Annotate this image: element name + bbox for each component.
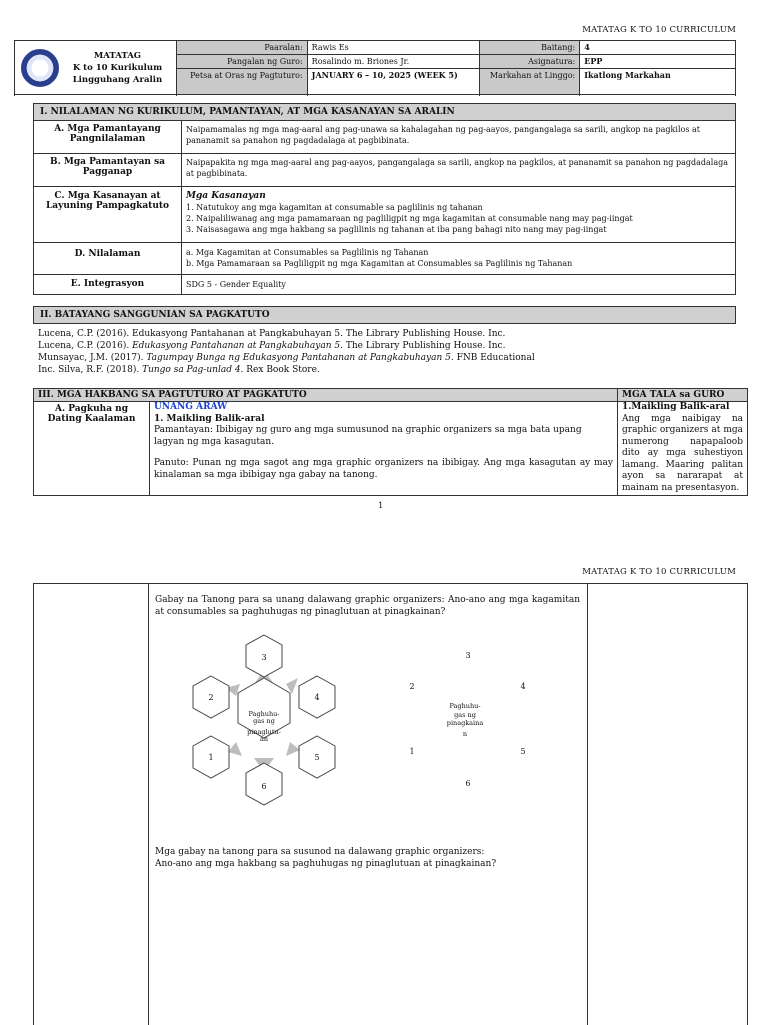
notes-title: MGA TALA sa GURO: [618, 389, 748, 402]
kasanayan-item: 2. Naipaliliwanag ang mga pamamaraan ng pagliligpit ng mga kagamitan at consumable nang may pag-iingat: [186, 214, 633, 223]
gabay-2-line2: Ano-ano ang mga hakbang sa paghuhugas ng pinaglutuan at pinagkainan?: [155, 858, 497, 869]
baitang-value: 4: [580, 41, 736, 55]
radial-number-1: 1: [409, 747, 415, 756]
nilalaman-item: a. Mga Kagamitan at Consumables sa Paglilinis ng Tahanan: [186, 248, 429, 257]
title-block: [15, 41, 177, 95]
radial-center-line: pinagkaina: [446, 719, 484, 727]
paaralan-value: Rawis Es: [307, 41, 480, 55]
radial-organizer: [390, 645, 540, 795]
hex-number-3: 3: [261, 653, 267, 662]
kasanayan-cell: [182, 187, 736, 243]
radial-center-line: n: [462, 730, 468, 738]
lesson-steps-cell: [150, 402, 618, 496]
gabay-tanong-1: Gabay na Tanong para sa unang dalawang graphic organizers: Ano-ano ang mga kagamitan at consumables sa paghuhugas ng pinaglutuan at pinagkainan?: [155, 595, 580, 617]
section-1-table: [33, 103, 736, 295]
unang-araw-heading: UNANG ARAW: [154, 402, 228, 412]
section-2-table: [33, 306, 736, 324]
markahan-value: Ikatlong Markahan: [580, 69, 736, 95]
kasanayan-label: C. Mga Kasanayan at Layuning Pampagkatuto: [34, 187, 182, 243]
pamantayan-pagganap-label: B. Mga Pamantayan sa Pagganap: [34, 154, 182, 187]
hex-center-line: Paghuhu-: [248, 710, 280, 718]
section-3-title: III. MGA HAKBANG SA PAGTUTURO AT PAGKATUTO: [34, 389, 618, 402]
panuto-text: Panuto: Punan ng mga sagot ang mga graphic organizers na ibibigay. Ang mga kasagutan ay may kinalaman sa mga ibibigay nga gabay na tanong.: [154, 458, 613, 480]
petsa-value: JANUARY 6 – 10, 2025 (WEEK 5): [307, 69, 480, 95]
deped-seal-icon: [21, 49, 59, 87]
pamantayan-text: Pamantayan: Ibibigay ng guro ang mga sumusunod na graphic organizers sa mga bata upang lagyan ng mga kasagutan.: [154, 425, 582, 447]
radial-center-line: gas ng: [454, 711, 476, 719]
guro-label: Pangalan ng Guro:: [176, 55, 307, 69]
hex-number-6: 6: [261, 782, 267, 791]
pagkuha-label: A. Pagkuha ng Dating Kaalaman: [34, 402, 150, 496]
notes-cell: [618, 402, 748, 496]
hex-center-line: pinaglutu-: [247, 728, 281, 736]
pamantayang-pangnilalaman-text: Naipamamalas ng mga mag-aaral ang pag-unawa sa kahalagahan ng pag-aayos, pangangalaga sa sarili, angkop na pagkilos at pananamit sa panahon ng pagdadalaga at pagbibinata.: [182, 121, 736, 154]
title-line3: Lingguhang Aralin: [72, 74, 163, 85]
reference-item: Lucena, C.P. (2016). Edukasyong Pantahanan at Pangkabuhayan 5. The Library Publishing House. Inc.: [38, 341, 506, 351]
reference-item: Lucena, C.P. (2016). Edukasyong Pantahanan at Pangkabuhayan 5. The Library Publishing House. Inc.: [38, 329, 506, 339]
hex-center-line: an: [259, 735, 269, 743]
reference-item: Inc. Silva, R.F. (2018). Tungo sa Pag-unlad 4. Rex Book Store.: [38, 365, 320, 375]
integrasyon-text: SDG 5 - Gender Equality: [182, 275, 736, 295]
asignatura-label: Asignatura:: [480, 55, 580, 69]
gabay-2-line1: Mga gabay na tanong para sa susunod na dalawang graphic organizers:: [155, 847, 485, 857]
lesson-info-table: [14, 40, 736, 95]
hex-center-line: gas ng: [253, 717, 275, 725]
title-line1: MATATAG: [93, 50, 142, 61]
references-list: [38, 328, 738, 376]
curriculum-header: MATATAG K TO 10 CURRICULUM: [582, 25, 736, 35]
gabay-tanong-2: [155, 847, 580, 870]
pamantayang-pangnilalaman-label: A. Mga Pamantayang Pangnilalaman: [34, 121, 182, 154]
hexagon-organizer: [170, 630, 370, 820]
petsa-label: Petsa at Oras ng Pagtuturo:: [176, 69, 307, 95]
radial-number-2: 2: [409, 682, 415, 691]
pamantayan-pagganap-text: Naipapakita ng mga mag-aaral ang pag-aayos, pangangalaga sa sarili, angkop na pagkilos, at pananamit sa panahon ng pagdadalaga at pagbibinata.: [182, 154, 736, 187]
section-1-title: I. NILALAMAN NG KURIKULUM, PAMANTAYAN, AT MGA KASANAYAN SA ARALIN: [34, 104, 736, 121]
notes-heading: 1.Maikling Balik-aral: [622, 402, 730, 412]
radial-number-4: 4: [520, 682, 526, 691]
radial-number-5: 5: [520, 747, 526, 756]
section-3-table: [33, 388, 748, 496]
radial-number-3: 3: [465, 651, 471, 660]
baitang-label: Baitang:: [480, 41, 580, 55]
kasanayan-item: 1. Natutukoy ang mga kagamitan at consumable sa paglilinis ng tahanan: [186, 203, 483, 212]
section-2-title: II. BATAYANG SANGGUNIAN SA PAGKATUTO: [34, 307, 736, 324]
kasanayan-heading: Mga Kasanayan: [186, 191, 266, 201]
hex-number-4: 4: [314, 693, 320, 702]
nilalaman-label: D. Nilalaman: [34, 243, 182, 275]
notes-text: Ang mga naibigay na graphic organizers at mga numerong napapaloob dito ay mga suhestiyon lamang. Maaring palitan ayon sa nararapat at mainam na presentasyon.: [622, 413, 743, 493]
nilalaman-cell: [182, 243, 736, 275]
radial-number-6: 6: [465, 779, 471, 788]
asignatura-value: EPP: [580, 55, 736, 69]
radial-center-line: Paghuhu-: [449, 702, 481, 710]
nilalaman-item: b. Mga Pamamaraan sa Pagliligpit ng mga Kagamitan at Consumables sa Paglilinis ng Tahanan: [186, 259, 573, 268]
hex-number-5: 5: [314, 753, 320, 762]
hex-number-2: 2: [208, 693, 214, 702]
balik-aral-heading: 1. Maikling Balik-aral: [154, 413, 265, 424]
guro-value: Rosalindo m. Briones Jr.: [307, 55, 480, 69]
title-line2: K to 10 Kurikulum: [72, 62, 163, 73]
markahan-label: Markahan at Linggo:: [480, 69, 580, 95]
curriculum-header: MATATAG K TO 10 CURRICULUM: [582, 567, 736, 577]
hex-number-1: 1: [208, 753, 214, 762]
reference-item: Munsayac, J.M. (2017). Tagumpay Bunga ng Edukasyong Pantahanan at Pangkabuhayan 5. FNB Educational: [38, 353, 535, 363]
page-number: 1: [378, 501, 384, 511]
integrasyon-label: E. Integrasyon: [34, 275, 182, 295]
kasanayan-item: 3. Naisasagawa ang mga hakbang sa paglilinis ng tahanan at iba pang bahagi nito nang may pag-iingat: [186, 225, 607, 234]
paaralan-label: Paaralan:: [176, 41, 307, 55]
